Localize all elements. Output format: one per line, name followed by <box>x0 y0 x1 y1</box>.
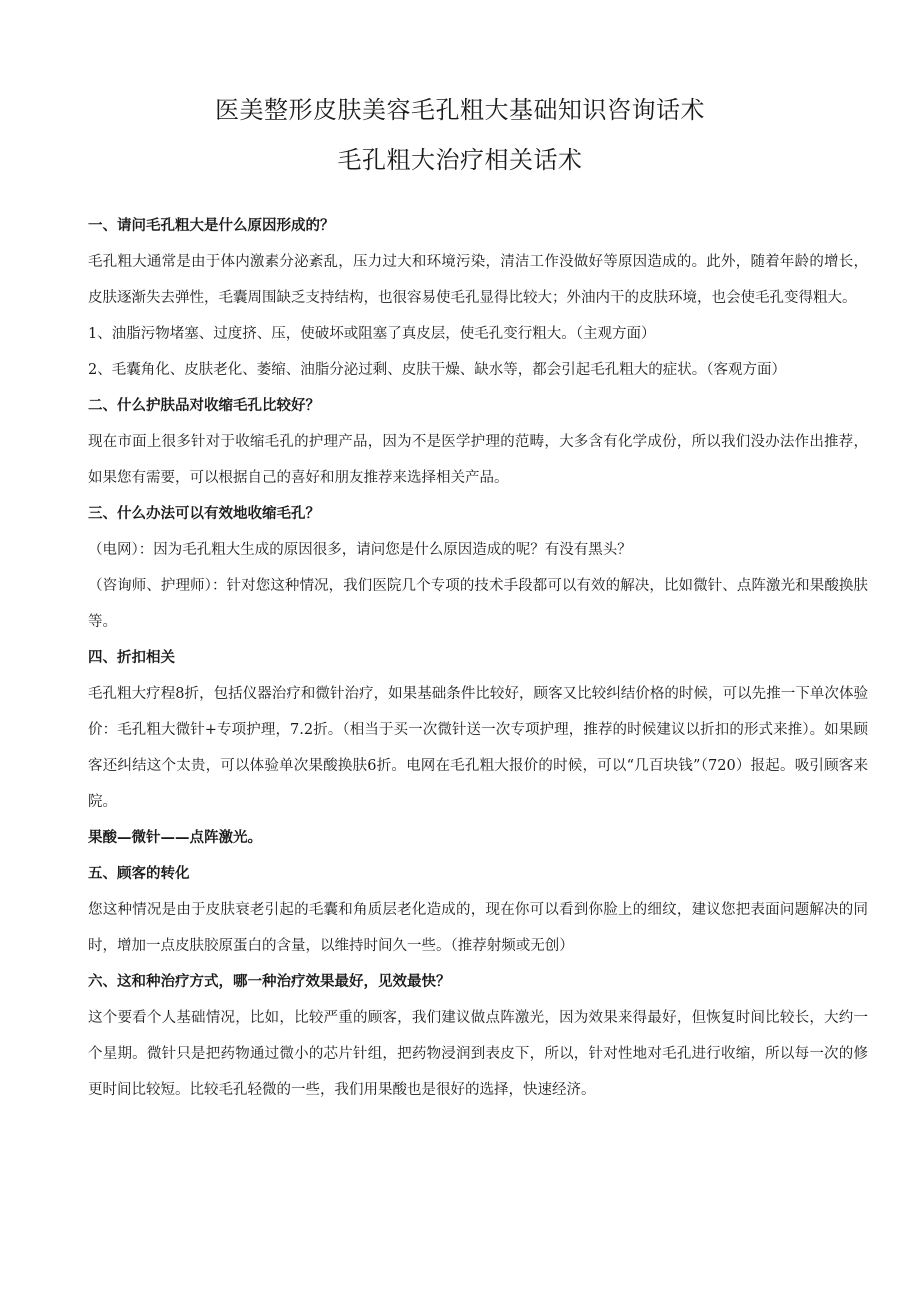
paragraph: （电网）：因为毛孔粗大生成的原因很多，请问您是什么原因造成的呢？有没有黑头？ <box>88 542 632 558</box>
section-heading-methods: 三、什么办法可以有效地收缩毛孔？ <box>88 506 320 522</box>
paragraph: （咨询师、护理师）：针对您这种情况，我们医院几个专项的技术手段都可以有效的解决，比如微针、点阵激光和果酸换肤等。 <box>88 578 868 630</box>
paragraph: 2、毛囊角化、皮肤老化、萎缩、油脂分泌过剩、皮肤干燥、缺水等，都会引起毛孔粗大的症状。（客观方面） <box>88 362 786 378</box>
paragraph: 这个要看个人基础情况，比如，比较严重的顾客，我们建议做点阵激光，因为效果来得最好，但恢复时间比较长，大约一个星期。微针只是把药物通过微小的芯片针组，把药物浸润到表皮下，所以，针对性地对毛孔进行收缩，所以每一次的修更时间比较短。比较毛孔轻微的一些，我们用果酸也是很好的选择，快速经济。 <box>88 1010 868 1098</box>
section-heading-best-treatment: 六、这和种治疗方式，哪一种治疗效果最好，见效最快？ <box>88 974 451 990</box>
document-subtitle: 毛孔粗大治疗相关话术 <box>337 146 583 174</box>
paragraph: 现在市面上很多针对于收缩毛孔的护理产品，因为不是医学护理的范畴，大多含有化学成份，所以我们没办法作出推荐，如果您有需要，可以根据自己的喜好和朋友推荐来选择相关产品。 <box>88 434 868 486</box>
paragraph: 毛孔粗大通常是由于体内激素分泌紊乱，压力过大和环境污染，清洁工作没做好等原因造成的。此外，随着年龄的增长，皮肤逐渐失去弹性，毛囊周围缺乏支持结构，也很容易使毛孔显得比较大；外油内干的皮肤环境，也会使毛孔变得粗大。 <box>88 254 868 306</box>
section-heading-skincare: 二、什么护肤品对收缩毛孔比较好？ <box>88 398 320 414</box>
paragraph: 毛孔粗大疗程8折，包括仪器治疗和微针治疗，如果基础条件比较好，顾客又比较纠结价格的时候，可以先推一下单次体验价：毛孔粗大微针+专项护理，7.2折。（相当于买一次微针送一次专项护理，推荐的时候建议以折扣的形式来推）。如果顾客还纠结这个太贵，可以体验单次果酸换肤6折。电网在毛孔粗大报价的时候，可以“几百块钱”（720）报起。吸引顾客来院。 <box>88 686 868 810</box>
document-title: 医美整形皮肤美容毛孔粗大基础知识咨询话术 <box>215 96 705 124</box>
treatment-sequence: 果酸—微针——点阵激光。 <box>88 830 262 846</box>
section-heading-causes: 一、请问毛孔粗大是什么原因形成的？ <box>88 218 335 234</box>
paragraph: 1、油脂污物堵塞、过度挤、压，使破坏或阻塞了真皮层，使毛孔变行粗大。（主观方面） <box>88 326 656 342</box>
section-heading-conversion: 五、顾客的转化 <box>88 866 190 882</box>
section-heading-discount: 四、折扣相关 <box>88 650 175 666</box>
document-body <box>88 208 868 1108</box>
paragraph: 您这种情况是由于皮肤衰老引起的毛囊和角质层老化造成的，现在你可以看到你脸上的细纹，建议您把表面问题解决的同时，增加一点皮肤胶原蛋白的含量，以维持时间久一些。（推荐射频或无创） <box>88 902 868 954</box>
